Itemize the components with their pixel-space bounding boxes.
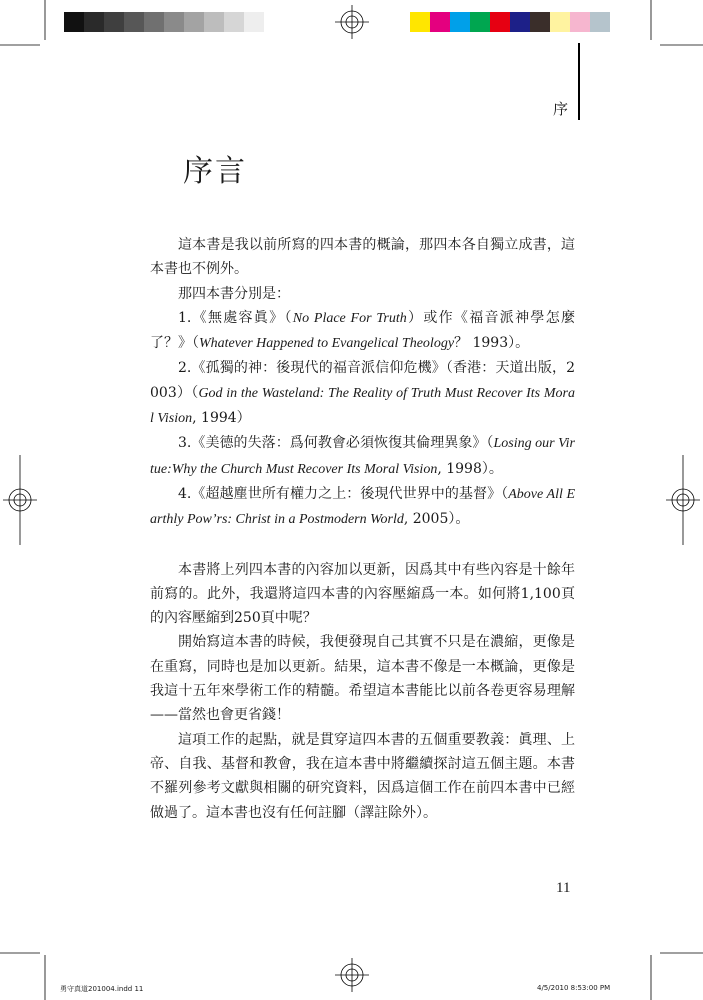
paragraph-text: 3.《美德的失落：爲何教會必須恢復其倫理異象》（ xyxy=(178,435,494,452)
body-text xyxy=(150,233,575,825)
page-title: 序言 xyxy=(183,154,247,189)
english-title-text: God in the Wasteland: The Reality of Truth Must Recover Its Moral Vision xyxy=(150,385,575,427)
paragraph-text: , 2005）。 xyxy=(403,511,470,528)
paragraph-text: 2.《孤獨的神：後現代的福音派信仰危機》（香港：天道出版，2003）（ xyxy=(150,360,575,401)
english-title-text: Whatever Happened to Evangelical Theology xyxy=(199,336,455,352)
paragraph-text: 開始寫這本書的時候，我便發現自己其實不只是在濃縮，更像是在重寫，同時也是加以更新。結果，這本書不像是一本概論，更像是我這十五年來學術工作的精髓。希望這本書能比以前各卷更容易理解——當然也會更省錢！ xyxy=(150,634,575,724)
registration-mark-top xyxy=(335,5,369,39)
paragraph xyxy=(150,233,575,282)
english-title-text: No Place For Truth xyxy=(292,310,407,326)
running-header-rule xyxy=(578,43,580,120)
paragraph xyxy=(150,356,575,431)
paragraph-text: ）或作《福音派神學怎麼了？》（ xyxy=(150,309,576,352)
paragraph-text: , 1994） xyxy=(192,410,251,427)
english-title-text: Losing our Virtue:Why the Church Must Recover Its Moral Vision xyxy=(150,436,575,477)
paragraph xyxy=(150,306,575,357)
registration-mark-bottom xyxy=(335,958,369,992)
paragraph xyxy=(150,558,575,631)
paragraph-text: 4.《超越塵世所有權力之上：後現代世界中的基督》（ xyxy=(178,485,509,502)
paragraph xyxy=(150,728,575,825)
paragraph xyxy=(150,482,575,533)
paragraph xyxy=(150,630,575,727)
paragraph-text: 本書將上列四本書的內容加以更新，因爲其中有些內容是十餘年前寫的。此外，我還將這四本書的內容壓縮爲一本。如何將1,100頁的內容壓縮到250頁中呢？ xyxy=(150,561,575,627)
page-number: 11 xyxy=(556,880,571,896)
running-header: 序 xyxy=(553,100,569,118)
paragraph-text: 這項工作的起點，就是貫穿這四本書的五個重要教義：眞理、上帝、自我、基督和教會，我在這本書中將繼續探討這五個主題。本書不羅列參考文獻與相關的研究資料，因爲這個工作在前四本書中已經做過了。這本書也沒有任何註腳（譯註除外）。 xyxy=(150,731,575,821)
paragraph xyxy=(150,431,575,482)
paragraph-text: ？ 1993）。 xyxy=(454,335,530,352)
paragraph xyxy=(150,282,575,306)
registration-mark-right xyxy=(666,455,700,545)
paragraph-text: , 1998）。 xyxy=(437,460,503,477)
english-title-text: Above All Earthly Pow’rs: Christ in a Postmodern World xyxy=(150,486,575,528)
registration-mark-left xyxy=(3,455,37,545)
paragraph-text: 這本書是我以前所寫的四本書的概論，那四本各自獨立成書，這本書也不例外。 xyxy=(150,237,575,278)
paragraph-text: 1.《無處容眞》（ xyxy=(178,309,293,326)
slug-filename: 勇守真道201004.indd 11 xyxy=(60,985,144,993)
paragraph-text: 那四本書分別是： xyxy=(178,285,290,302)
slug-datetime: 4/5/2010 8:53:00 PM xyxy=(537,984,611,992)
